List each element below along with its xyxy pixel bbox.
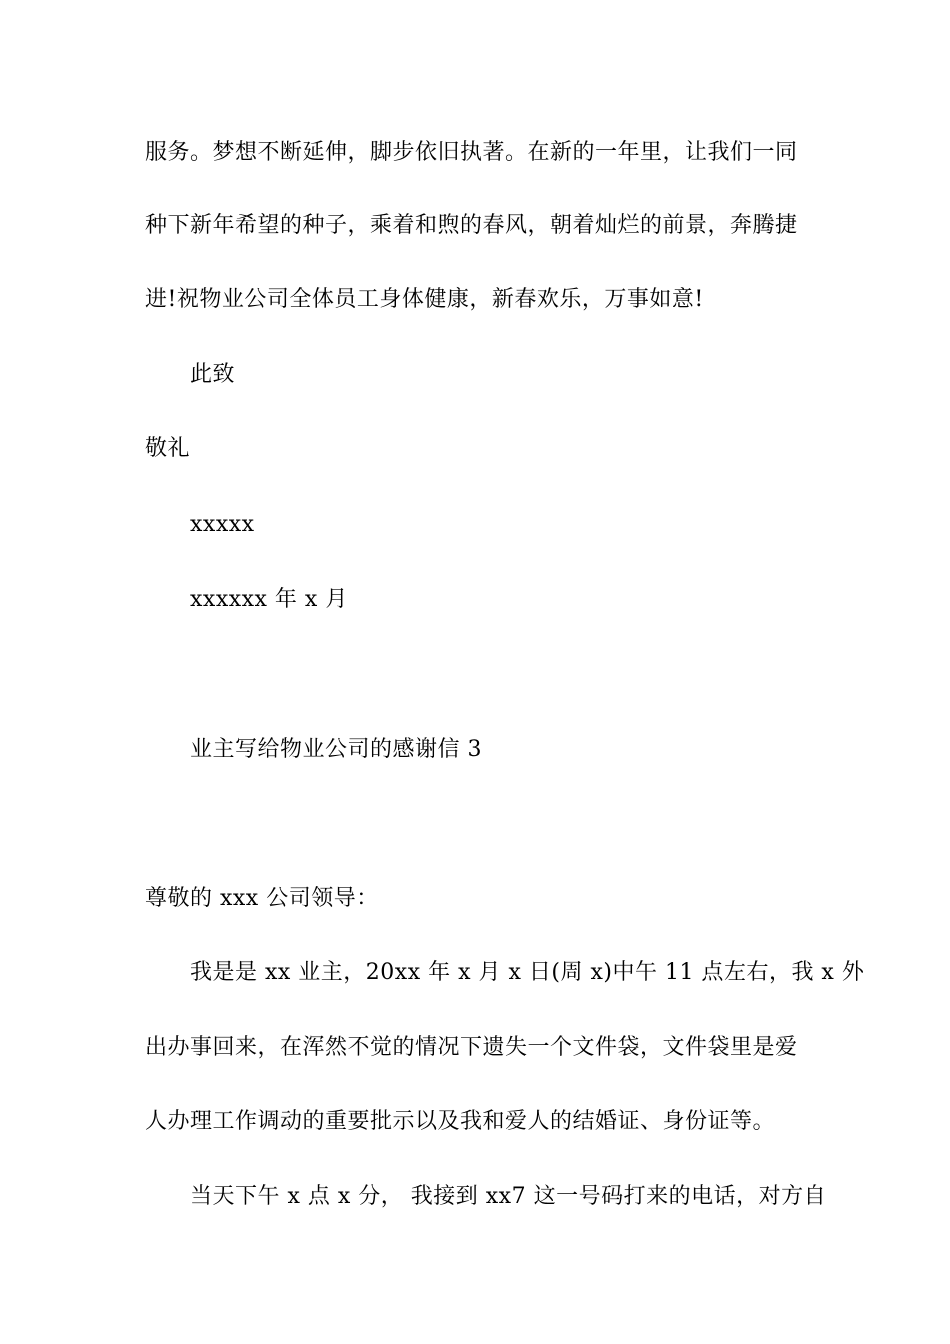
paragraph-line-7: 当天下午 x 点 x 分， 我接到 xx7 这一号码打来的电话，对方自 — [190, 1184, 827, 1209]
paragraph-line-4: 我是是 xx 业主，20xx 年 x 月 x 日(周 x)中午 11 点左右，我 x 外 — [190, 960, 865, 985]
closing-salutation: 此致 — [190, 362, 236, 387]
letter-greeting: 尊敬的 xxx 公司领导： — [145, 886, 379, 911]
paragraph-line-1: 服务。梦想不断延伸，脚步依旧执著。在新的一年里，让我们一同 — [145, 140, 798, 165]
paragraph-line-2: 种下新年希望的种子，乘着和煦的春风，朝着灿烂的前景，奔腾捷 — [145, 213, 798, 238]
paragraph-line-6: 人办理工作调动的重要批示以及我和爱人的结婚证、身份证等。 — [145, 1109, 776, 1134]
signature-date: xxxxxx 年 x 月 — [190, 587, 348, 612]
paragraph-line-5: 出办事回来，在浑然不觉的情况下遗失一个文件袋，文件袋里是爱 — [145, 1035, 798, 1060]
section-heading: 业主写给物业公司的感谢信 3 — [190, 737, 482, 762]
signature-name: xxxxx — [190, 512, 255, 537]
paragraph-line-3: 进!祝物业公司全体员工身体健康，新春欢乐，万事如意! — [145, 287, 704, 312]
closing-regards: 敬礼 — [145, 436, 191, 461]
